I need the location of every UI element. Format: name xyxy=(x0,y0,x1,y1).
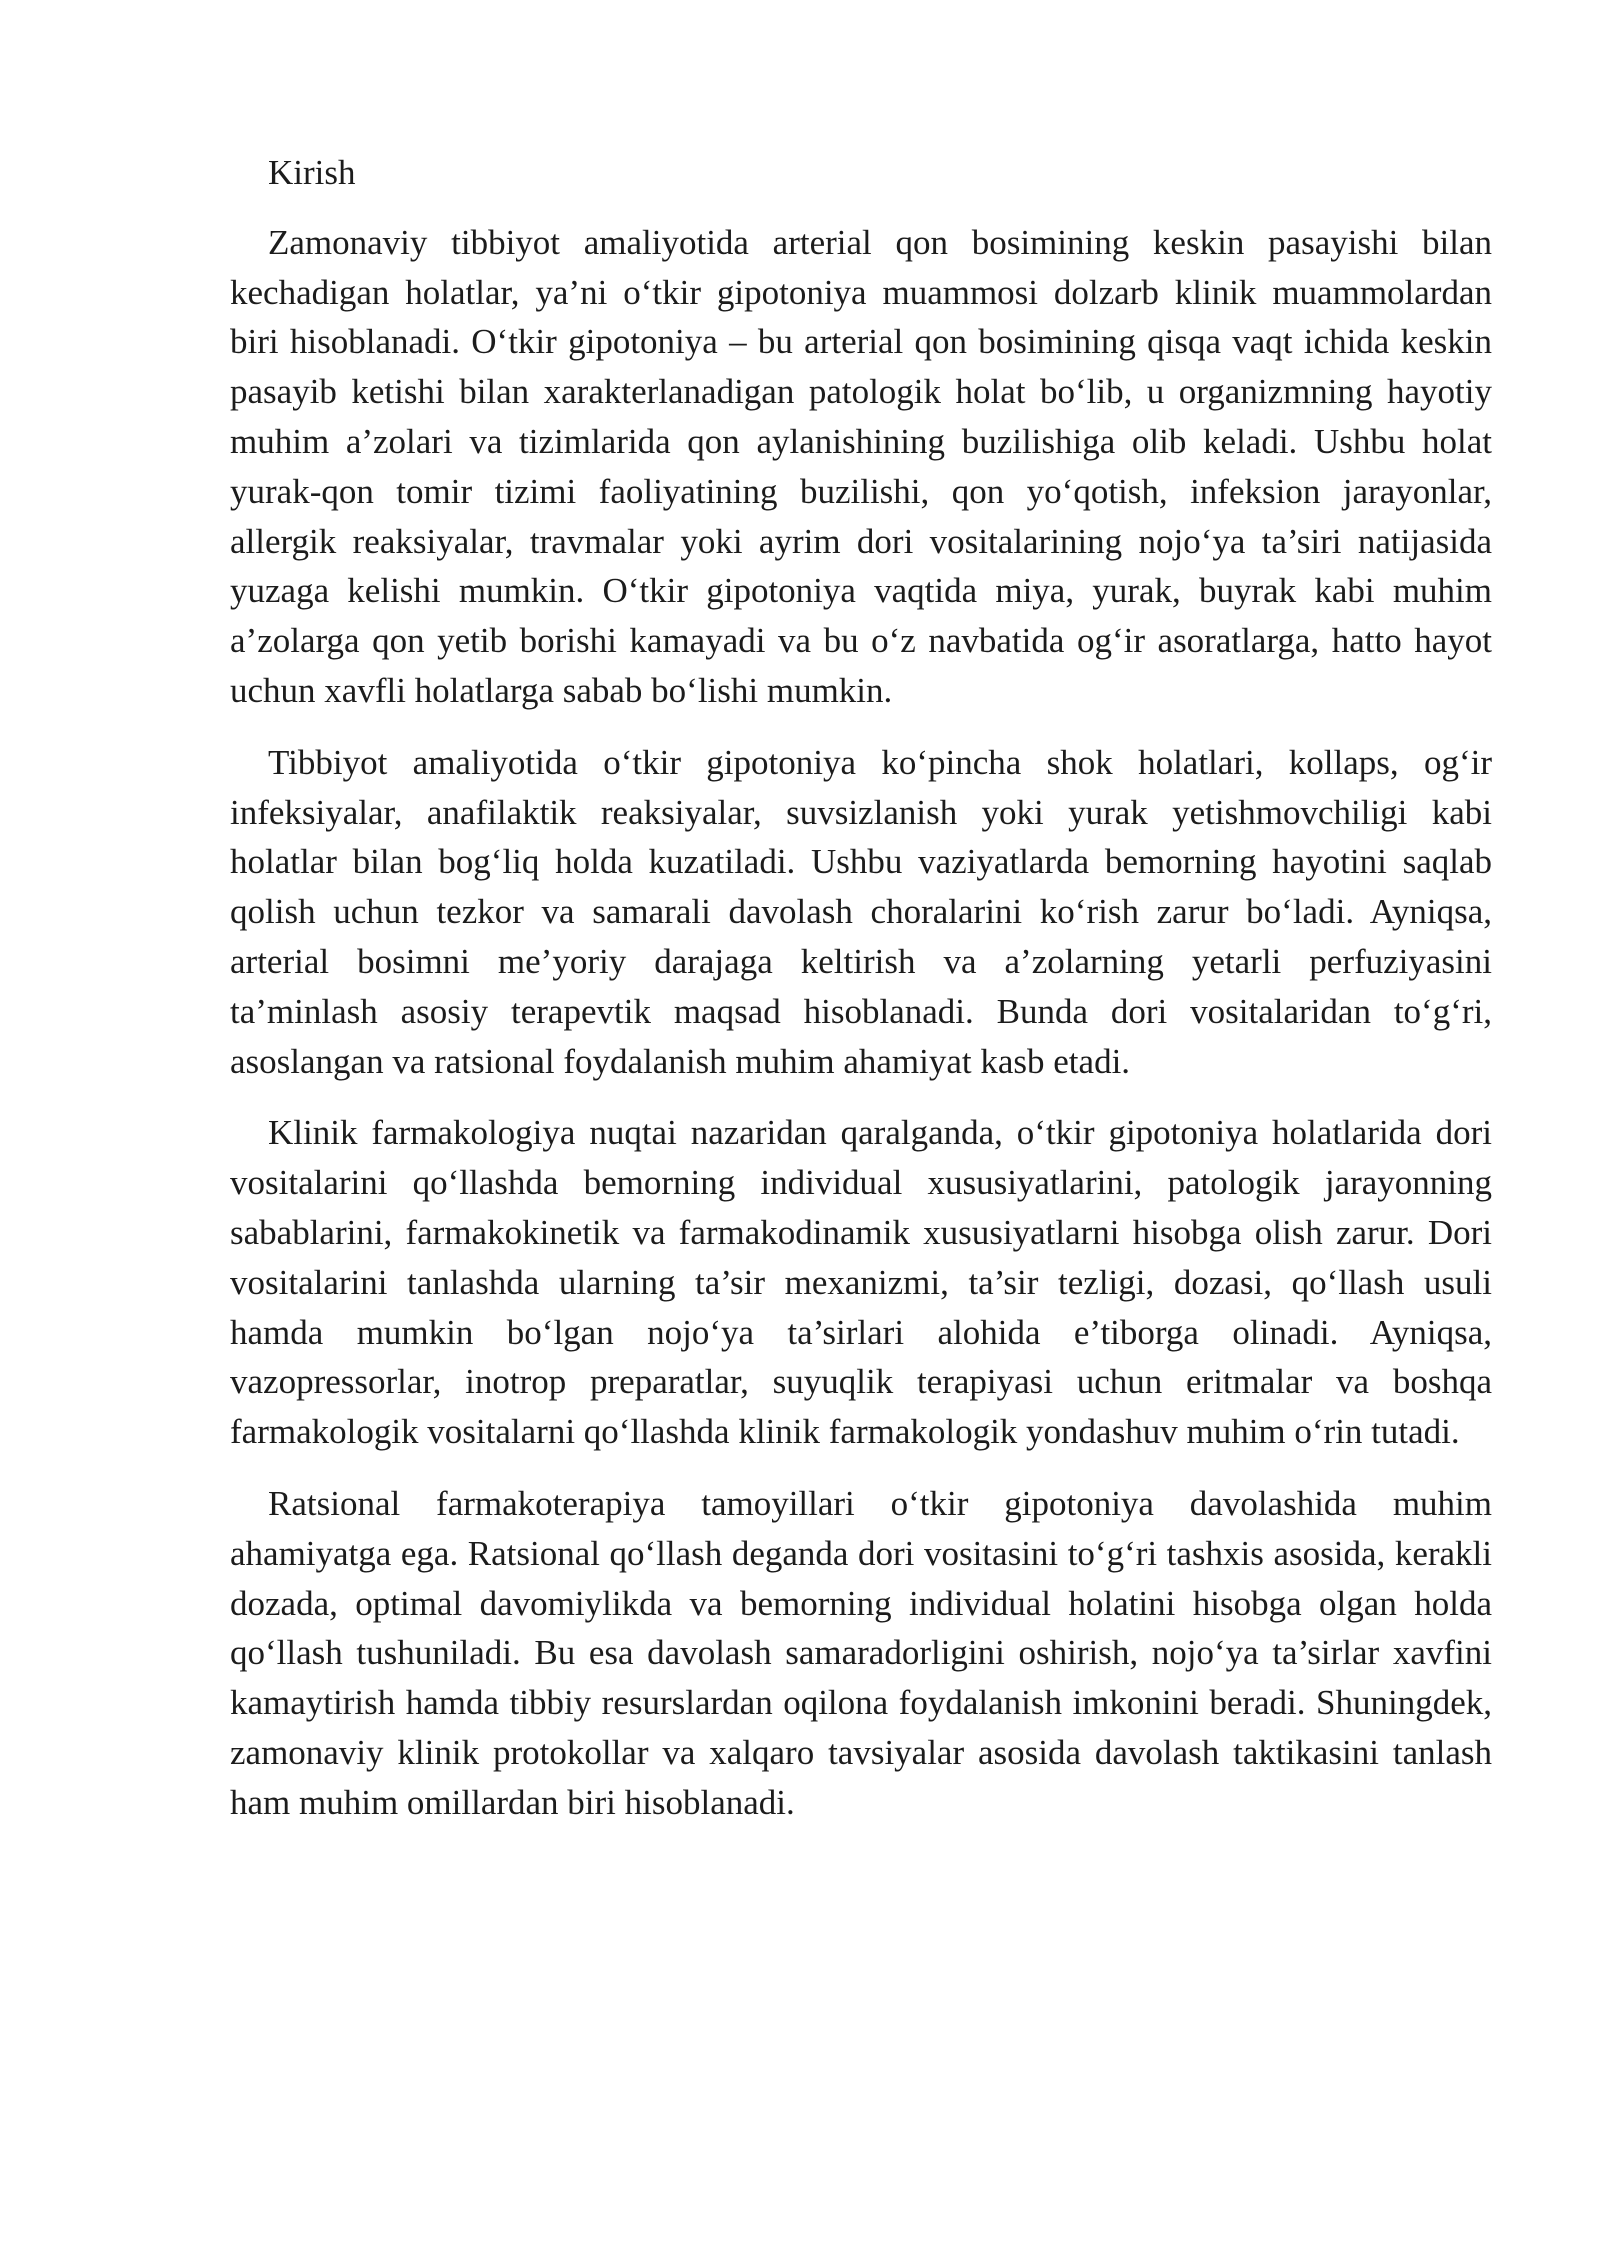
paragraph-2: Tibbiyot amaliyotida o‘tkir gipotoniya ko‘pincha shok holatlari, kollaps, og‘ir infeksiyalar, anafilaktik reaksiyalar, suvsizlanish yoki yurak yetishmovchiligi kabi holatlar bilan bog‘liq holda kuzatiladi. Ushbu vaziyatlarda bemorning hayotini saqlab qolish uchun tezkor va samarali davolash choralarini ko‘rish zarur bo‘ladi. Ayniqsa, arterial bosimni me’yoriy darajaga keltirish va a’zolarning yetarli perfuziyasini ta’minlash asosiy terapevtik maqsad hisoblanadi. Bunda dori vositalaridan to‘g‘ri, asoslangan va ratsional foydalanish muhim ahamiyat kasb etadi. xyxy=(230,742,1492,1081)
section-heading: Kirish xyxy=(268,153,356,192)
document-body xyxy=(230,148,1492,1850)
paragraph-4: Ratsional farmakoterapiya tamoyillari o‘tkir gipotoniya davolashida muhim ahamiyatga ega. Ratsional qo‘llash deganda dori vositasini to‘g‘ri tashxis asosida, kerakli dozada, optimal davomiylikda va bemorning individual holatini hisobga olgan holda qo‘llash tushuniladi. Bu esa davolash samaradorligini oshirish, nojo‘ya ta’sirlar xavfini kamaytirish hamda tibbiy resurslardan oqilona foydalanish imkonini beradi. Shuningdek, zamonaviy klinik protokollar va xalqaro tavsiyalar asosida davolash taktikasini tanlash ham muhim omillardan biri hisoblanadi. xyxy=(230,1483,1492,1822)
paragraph-1: Zamonaviy tibbiyot amaliyotida arterial qon bosimining keskin pasayishi bilan kechadigan holatlar, ya’ni o‘tkir gipotoniya muammosi dolzarb klinik muammolardan biri hisoblanadi. O‘tkir gipotoniya – bu arterial qon bosimining qisqa vaqt ichida keskin pasayib ketishi bilan xarakterlanadigan patologik holat bo‘lib, u organizmning hayotiy muhim a’zolari va tizimlarida qon aylanishining buzilishiga olib keladi. Ushbu holat yurak-qon tomir tizimi faoliyatining buzilishi, qon yo‘qotish, infeksion jarayonlar, allergik reaksiyalar, travmalar yoki ayrim dori vositalarining nojo‘ya ta’siri natijasida yuzaga kelishi mumkin. O‘tkir gipotoniya vaqtida miya, yurak, buyrak kabi muhim a’zolarga qon yetib borishi kamayadi va bu o‘z navbatida og‘ir asoratlarga, hatto hayot uchun xavfli holatlarga sabab bo‘lishi mumkin. xyxy=(230,222,1492,710)
paragraph-3: Klinik farmakologiya nuqtai nazaridan qaralganda, o‘tkir gipotoniya holatlarida dori vositalarini qo‘llashda bemorning individual xususiyatlarini, patologik jarayonning sabablarini, farmakokinetik va farmakodinamik xususiyatlarni hisobga olish zarur. Dori vositalarini tanlashda ularning ta’sir mexanizmi, ta’sir tezligi, dozasi, qo‘llash usuli hamda mumkin bo‘lgan nojo‘ya ta’sirlari alohida e’tiborga olinadi. Ayniqsa, vazopressorlar, inotrop preparatlar, suyuqlik terapiyasi uchun eritmalar va boshqa farmakologik vositalarni qo‘llashda klinik farmakologik yondashuv muhim o‘rin tutadi. xyxy=(230,1113,1492,1452)
